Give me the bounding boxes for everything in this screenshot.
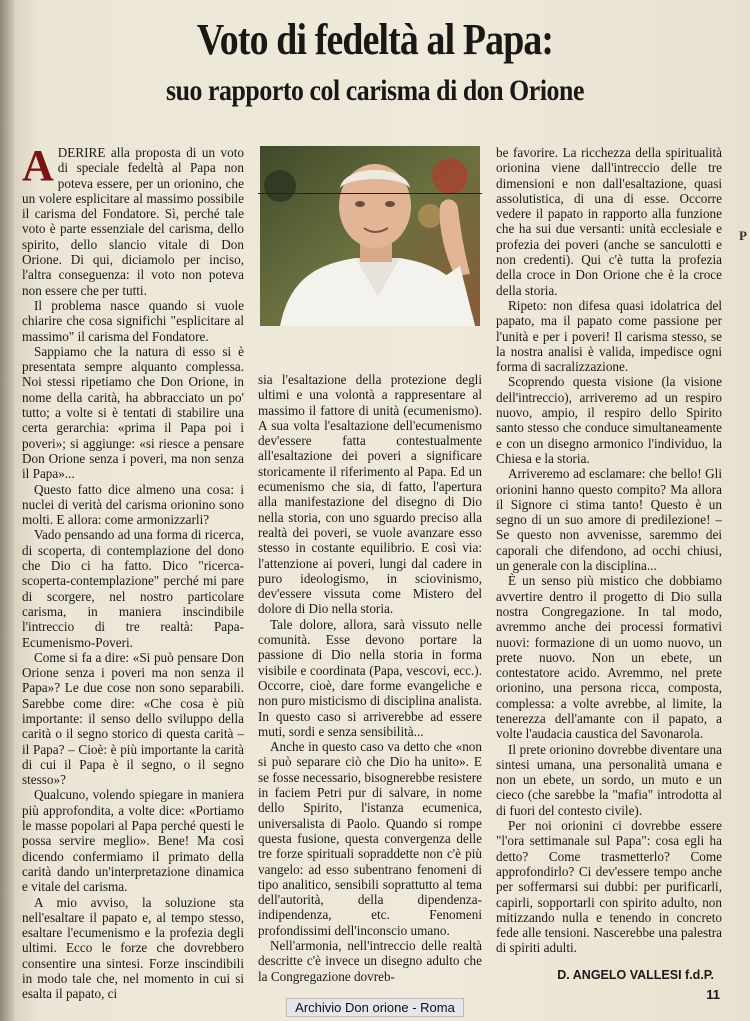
paragraph: Qualcuno, volendo spiegare in maniera più approfondita, a volte dice: «Portiamo le masse popolari al Papa perché questi le possa servire meglio». Bene! Ma così dicendo confermiamo il primato della carità dando un'interpretazione dinamica e vitale del carisma.: [22, 787, 244, 895]
text-column-2: [258, 372, 482, 984]
paragraph: A mio avviso, la soluzione sta nell'esaltare il papato e, al tempo stesso, esaltare l'ecumenismo e la profezia degli ultimi. Ecco le forze che dovrebbero consentire una sintesi. Forze inscindibili in modo tale che, nel momento in cui si esalta il papato, ci: [22, 894, 244, 1002]
page-number: 11: [706, 987, 720, 1002]
paragraph: Tale dolore, allora, sarà vissuto nelle comunità. Esse devono portare la passione di Dio nella storia in forma visibile e coordinata (Papa, vescovi, ecc.). Occorre, cioè, dare forme evangeliche e non puro misticismo di disciplina analista. In questo caso si arriverebbe ad essere muti, sordi e senza sensibilità...: [258, 616, 482, 739]
paragraph: be favorire. La ricchezza della spiritualità orionina viene dall'intreccio delle tre dimensioni e non dall'esaltazione, quasi assolutistica, di una di esse. Occorre vedere il papato in rapporto alla funzione che ha sui due versanti: unità ecclesiale e profezia dei poveri (anche se sanculotti e non credenti). Qui c'è tutta la profezia della croce in Don Orione che è la croce della storia.: [496, 145, 722, 298]
article-subtitle: suo rapporto col carisma di don Orione: [166, 74, 584, 107]
photo-crease-line: [258, 193, 482, 194]
page-binding-shadow: [0, 0, 14, 1021]
paragraph: Questo fatto dice almeno una cosa: i nuclei di verità del carisma orionino sono molti. E allora: come armonizzarli?: [22, 481, 244, 528]
paragraph: Il problema nasce quando si vuole chiarire che cosa significhi "esplicitare al massimo" il carisma del Fondatore.: [22, 297, 244, 344]
text-column-1: [22, 141, 244, 1002]
paragraph: Come si fa a dire: «Si può pensare Don Orione senza i poveri ma non senza il Papa»? Le due cose non sono separabili. Sarebbe come dire: «Che cosa è più importante: il senso dello sviluppo della carità o il segno storico di questa carità – il Papa? – Cioè: è più importante la carità di cui il Papa è il segno, o il segno stesso»?: [22, 649, 244, 788]
author-signature: D. ANGELO VALLESI f.d.P.: [557, 968, 714, 982]
paragraph: Anche in questo caso va detto che «non si può separare ciò che Dio ha unito». E se fosse necessario, bisognerebbe resistere in faciem Petri pur di salvare, in nome dello Spirito, l'istanza ecumenica, universalista di Paolo. Quando si rompe questa fusione, questa convergenza delle tre forze spirituali sopraddette non c'è più vangelo: ad esso subentrano fenomeni di tipo analitico, sensibili soprattutto al tema dell'autorità, della dipendenza-indipendenza, etc. Fenomeni profondissimi dell'inconscio umano.: [258, 739, 482, 938]
drop-cap: A: [22, 141, 54, 190]
archive-footer-label: Archivio Don orione - Roma: [286, 998, 464, 1017]
paragraph: Arriveremo ad esclamare: che bello! Gli orionini hanno questo compito? Ma allora il Signore ci stima tanto! Questo è un segno di un suo amore di predilezione! – Se questo non avvenisse, saremmo dei caporali che difendono, ad occhi chiusi, un generale con la disciplina...: [496, 466, 722, 574]
paragraph: Nell'armonia, nell'intreccio delle realtà descritte c'è invece un disegno adulto che la Congregazione dovreb-: [258, 937, 482, 984]
paragraph: sia l'esaltazione della protezione degli ultimi e una volontà a rappresentare al massimo il fattore di unità (ecumenismo). A sua volta l'esaltazione dell'ecumenismo dev'essere fatta contestualmente all'esaltazione dei poveri a significare storicamente il riferimento al Papa. Ed un ecumenismo che sia, di fatto, l'apertura alla manifestazione del disegno di Dio nella storia, con uno sguardo preciso alla realtà dei poveri, se vuole avanzare esso stesso in costante equilibrio. E così via: l'attenzione ai poveri, lungi dal cadere in puro ideologismo, in sciovinismo, dev'essere vissuta come Mistero del dolore di Dio nella storia.: [258, 372, 482, 617]
paragraph: Il prete orionino dovrebbe diventare una sintesi umana, una personalità umana e non un ebete, un sordo, un muto e un cieco (che sarebbe la "mafia" introdotta al di fuori del contesto civile).: [496, 741, 722, 818]
paragraph: Per noi orionini ci dovrebbe essere "l'ora settimanale sul Papa": cosa egli ha detto? Come trasmetterlo? Come approfondirlo? Ci dev'essere tempo anche per soffermarsi sui dubbi: per purificarli, capirli, sopportarli con spirito adulto, non mitizzando nulla e tenendo in concreto fede alle tensioni. Nascerebbe una palestra di spiriti adulti.: [496, 818, 722, 956]
pope-photo: [260, 146, 480, 326]
paragraph: Scoprendo questa visione (la visione dell'intreccio), arriveremo ad un respiro nuovo, ampio, il respiro dello Spirito santo stesso che conduce simultaneamente e con un disegno armonico l'individuo, la Chiesa e la storia.: [496, 374, 722, 466]
paragraph: Ripeto: non difesa quasi idolatrica del papato, ma il papato come passione per l'unità e per i poveri! Il carisma stesso, se la nostra analisi è valida, impedisce ogni forma di sacralizzazione.: [496, 297, 722, 375]
article-title: Voto di fedeltà al Papa:: [196, 15, 554, 64]
archive-footer: [0, 1000, 750, 1015]
paragraph: È un senso più mistico che dobbiamo avvertire dentro il progetto di Dio sulla nostra Congregazione. In tal modo, avremmo anche dei processi formativi nuovi: formazione di un uomo nuovo, un prete nuovo. Non un ebete, un contestatore acido. Avremmo, nel prete orionino, una persona ricca, composta, complessa: a volte avrebbe, al limite, la tenerezza dell'amante con il papato, a volte l'audacia caustica del Savonarola.: [496, 573, 722, 742]
paragraph: ADERIRE alla proposta di un voto di speciale fedeltà al Papa non poteva essere, per un orionino, che un volere esplicitare al massimo possibile il carisma del Fondatore. Sì, perché tale voto è parte essenziale del carisma, dello spirito, dello slancio vitale di Don Orione. Di qui, diciamolo per inciso, l'altra conseguenza: il voto non poteva non essere che per tutti.: [22, 141, 244, 298]
margin-mark: P: [739, 228, 747, 243]
pope-portrait-illustration: [260, 146, 480, 326]
paragraph: Vado pensando ad una forma di ricerca, di scoperta, di contemplazione del dono che Dio ci ha fatto. Dico "ricerca-scoperta-contemplazione" perché mi pare di scorgere, nel nostro particolare carisma, in maniera inscindibile l'intreccio di tre realtà: Papa-Ecumenismo-Poveri.: [22, 527, 244, 650]
text-column-3: [496, 145, 722, 956]
paragraph: Sappiamo che la natura di esso si è presentata sempre alquanto complessa. Noi stessi ripetiamo che Don Orione, in nome della carità, ha abbracciato un po' tutto; a volte si è tentati di stabilire una certa gerarchia: «prima il Papa poi i poveri»; si aggiunge: «si riesce a pensare Don Orione senza i poveri, ma non senza il Papa»...: [22, 343, 244, 482]
